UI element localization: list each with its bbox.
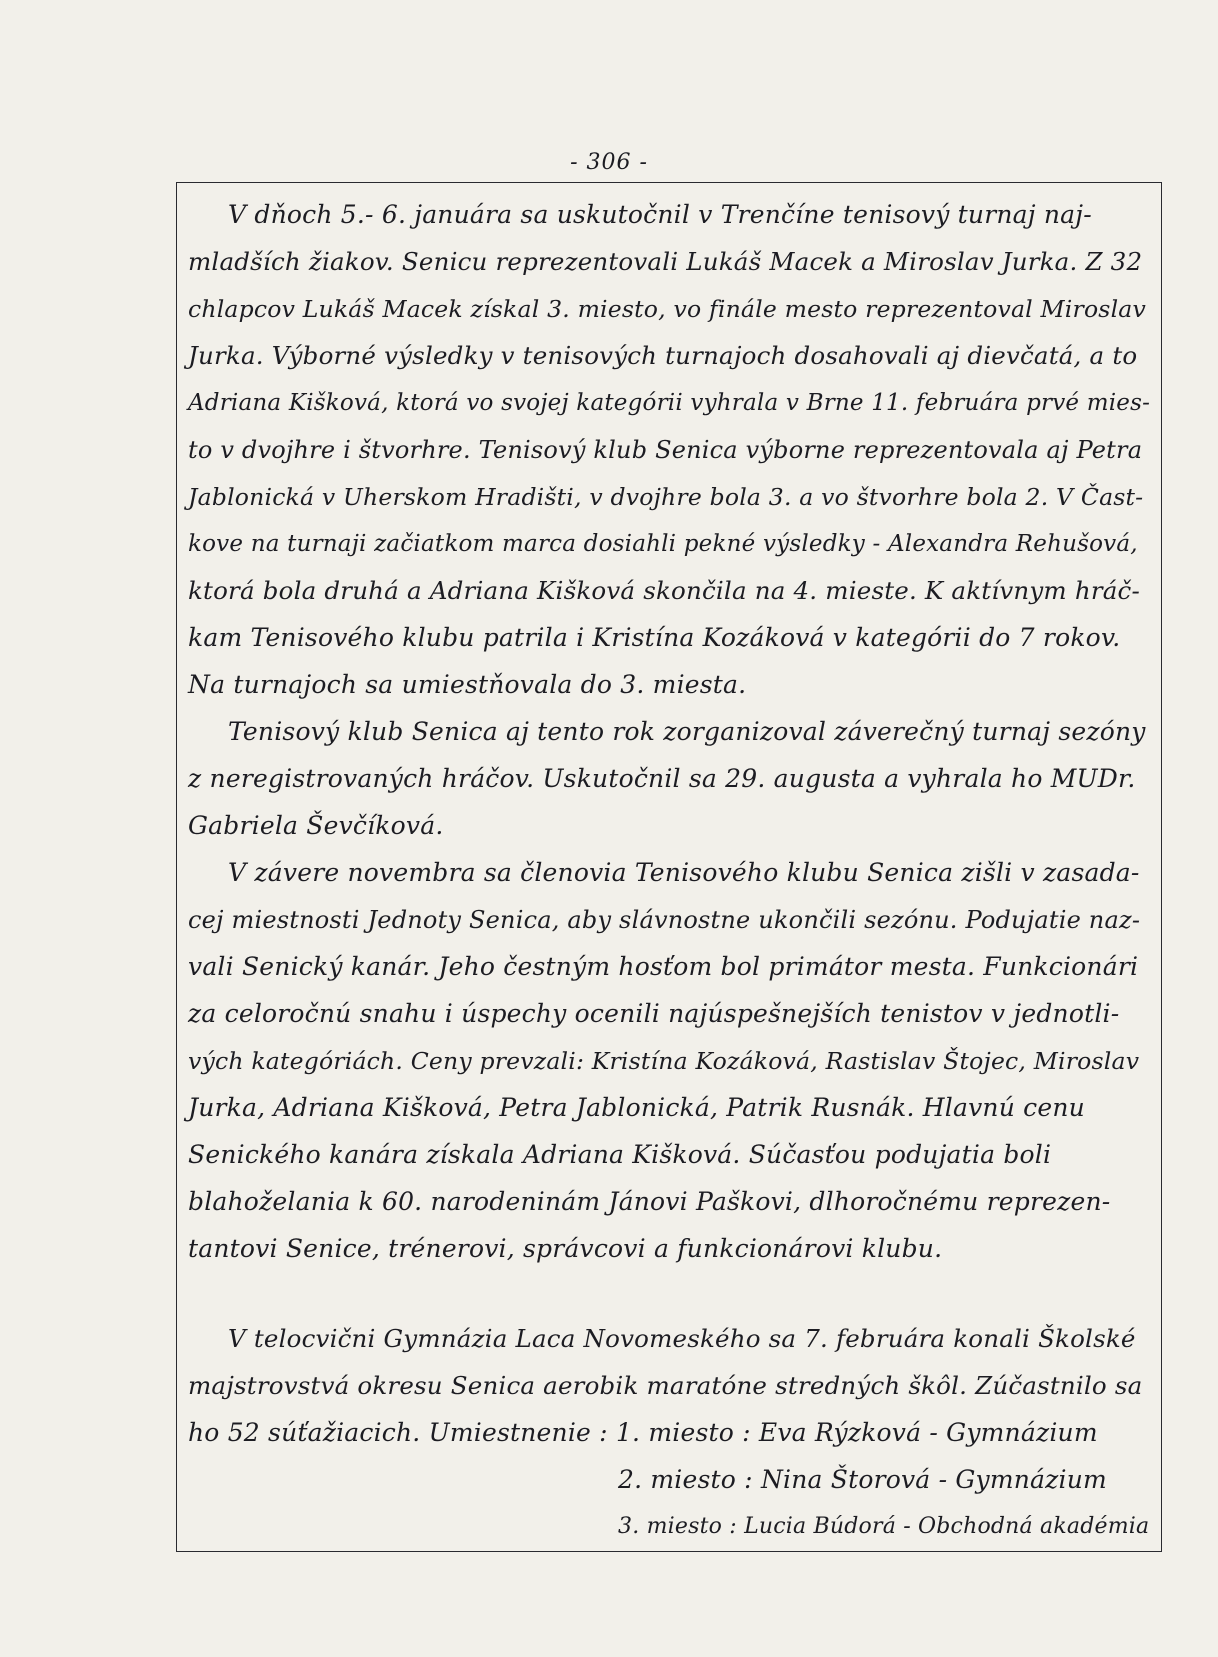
text-line: chlapcov Lukáš Macek získal 3. miesto, vo finále mesto reprezentoval Miroslav — [188, 295, 1146, 323]
text-line: Na turnajoch sa umiestňovala do 3. miesta. — [188, 670, 747, 699]
text-line: Tenisový klub Senica aj tento rok zorganizoval záverečný turnaj sezóny — [228, 717, 1146, 746]
text-line: Gabriela Ševčíková. — [188, 811, 444, 840]
text-line: vali Senický kanár. Jeho čestným hosťom bol primátor mesta. Funkcionári — [188, 952, 1139, 981]
text-line: tantovi Senice, trénerovi, správcovi a funkcionárovi klubu. — [188, 1234, 943, 1263]
text-line: blahoželania k 60. narodeninám Jánovi Paškovi, dlhoročnému reprezen- — [188, 1187, 1111, 1216]
text-line: Jablonická v Uherskom Hradišti, v dvojhre bola 3. a vo štvorhre bola 2. V Čast- — [188, 483, 1144, 511]
text-line: V telocvični Gymnázia Laca Novomeského sa 7. februára konali Školské — [228, 1324, 1136, 1353]
text-line: V závere novembra sa členovia Tenisového klubu Senica zišli v zasada- — [228, 858, 1140, 887]
text-line: ho 52 súťažiacich. Umiestnenie : 1. miesto : Eva Rýzková - Gymnázium — [188, 1418, 1098, 1447]
page-number: - 306 - — [570, 150, 648, 175]
text-line: to v dvojhre i štvorhre. Tenisový klub Senica výborne reprezentovala aj Petra — [188, 436, 1143, 464]
text-line: vých kategóriách. Ceny prevzali: Kristína Kozáková, Rastislav Štojec, Miroslav — [188, 1047, 1140, 1075]
text-line: Adriana Kišková, ktorá vo svojej kategórii vyhrala v Brne 11. februára prvé mies- — [188, 390, 1151, 416]
text-line: ktorá bola druhá a Adriana Kišková skončila na 4. mieste. K aktívnym hráč- — [188, 576, 1140, 605]
text-line: cej miestnosti Jednoty Senica, aby slávnostne ukončili sezónu. Podujatie naz- — [188, 906, 1141, 934]
text-line: z neregistrovaných hráčov. Uskutočnil sa 29. augusta a vyhrala ho MUDr. — [188, 764, 1136, 793]
text-line: V dňoch 5.- 6. januára sa uskutočnil v Trenčíne tenisový turnaj naj- — [228, 200, 1092, 229]
text-line: kove na turnaji začiatkom marca dosiahli pekné výsledky - Alexandra Rehušová, — [188, 531, 1138, 557]
text-line: kam Tenisového klubu patrila i Kristína Kozáková v kategórii do 7 rokov. — [188, 623, 1121, 652]
text-line: za celoročnú snahu i úspechy ocenili najúspešnejších tenistov v jednotli- — [188, 999, 1120, 1028]
text-line: 3. miesto : Lucia Búdorá - Obchodná akadémia — [618, 1514, 1150, 1539]
text-line: Jurka. Výborné výsledky v tenisových turnajoch dosahovali aj dievčatá, a to — [188, 341, 1138, 370]
text-line: Jurka, Adriana Kišková, Petra Jablonická, Patrik Rusnák. Hlavnú cenu — [188, 1093, 1085, 1122]
text-line: majstrovstvá okresu Senica aerobik maratóne stredných škôl. Zúčastnilo sa — [188, 1371, 1143, 1400]
text-line: Senického kanára získala Adriana Kišková. Súčasťou podujatia boli — [188, 1140, 1052, 1169]
text-line: 2. miesto : Nina Štorová - Gymnázium — [618, 1465, 1107, 1494]
text-line: mladších žiakov. Senicu reprezentovali Lukáš Macek a Miroslav Jurka. Z 32 — [188, 247, 1143, 276]
